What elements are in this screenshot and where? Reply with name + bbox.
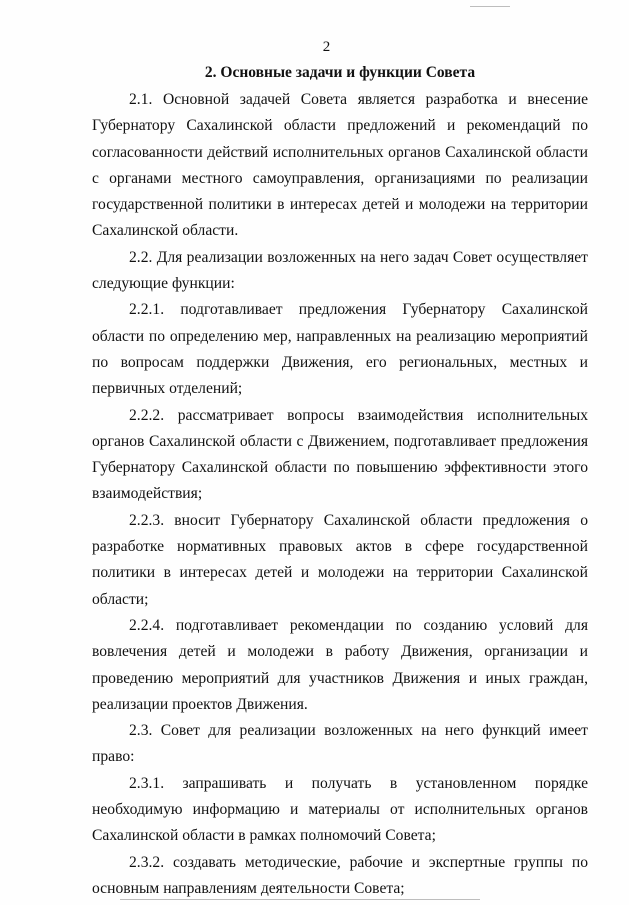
page-number: 2 — [322, 39, 331, 55]
paragraph-2-1: 2.1. Основной задачей Совета является разработка и внесение Губернатору Сахалинской области предложений и рекомендаций по согласованности действий исполнительных органов Сахалинской области с органами местного самоуправления, организациями по реализации государственной политики в интересах детей и молодежи на территории Сахалинской области. — [92, 91, 588, 240]
scan-artifact-top — [470, 6, 510, 7]
paragraph-2-2: 2.2. Для реализации возложенных на него задач Совет осуществляет следующие функции: — [92, 248, 588, 293]
paragraph-2-3: 2.3. Совет для реализации возложенных на него функций имеет право: — [92, 722, 588, 766]
section-title: 2. Основные задачи и функции Совета — [204, 64, 476, 81]
paragraph-2-2-4: 2.2.4. подготавливает рекомендации по созданию условий для вовлечения детей и молодежи в работу Движения, организации и проведению мероприятий для участников Движения и иных граждан, реализации проектов Движения. — [92, 616, 588, 713]
document-body — [92, 87, 588, 902]
paragraph-2-2-1: 2.2.1. подготавливает предложения Губернатору Сахалинской области по определению мер, направленных на реализацию мероприятий по вопросам поддержки Движения, его региональных, местных и первичных отделений; — [92, 301, 588, 398]
paragraph-2-3-2: 2.3.2. создавать методические, рабочие и экспертные группы по основным направлениям деятельности Совета; — [92, 853, 588, 897]
paragraph-2-2-2: 2.2.2. рассматривает вопросы взаимодействия исполнительных органов Сахалинской области с Движением, подготавливает предложения Губернатору Сахалинской области по повышению эффективности этого взаимодействия; — [92, 406, 588, 503]
paragraph-2-3-1: 2.3.1. запрашивать и получать в установленном порядке необходимую информацию и материалы от исполнительных органов Сахалинской области в рамках полномочий Совета; — [92, 774, 588, 845]
paragraph-2-2-3: 2.2.3. вносит Губернатору Сахалинской области предложения о разработке нормативных правовых актов в сфере государственной политики в интересах детей и молодежи на территории Сахалинской области; — [92, 511, 588, 608]
